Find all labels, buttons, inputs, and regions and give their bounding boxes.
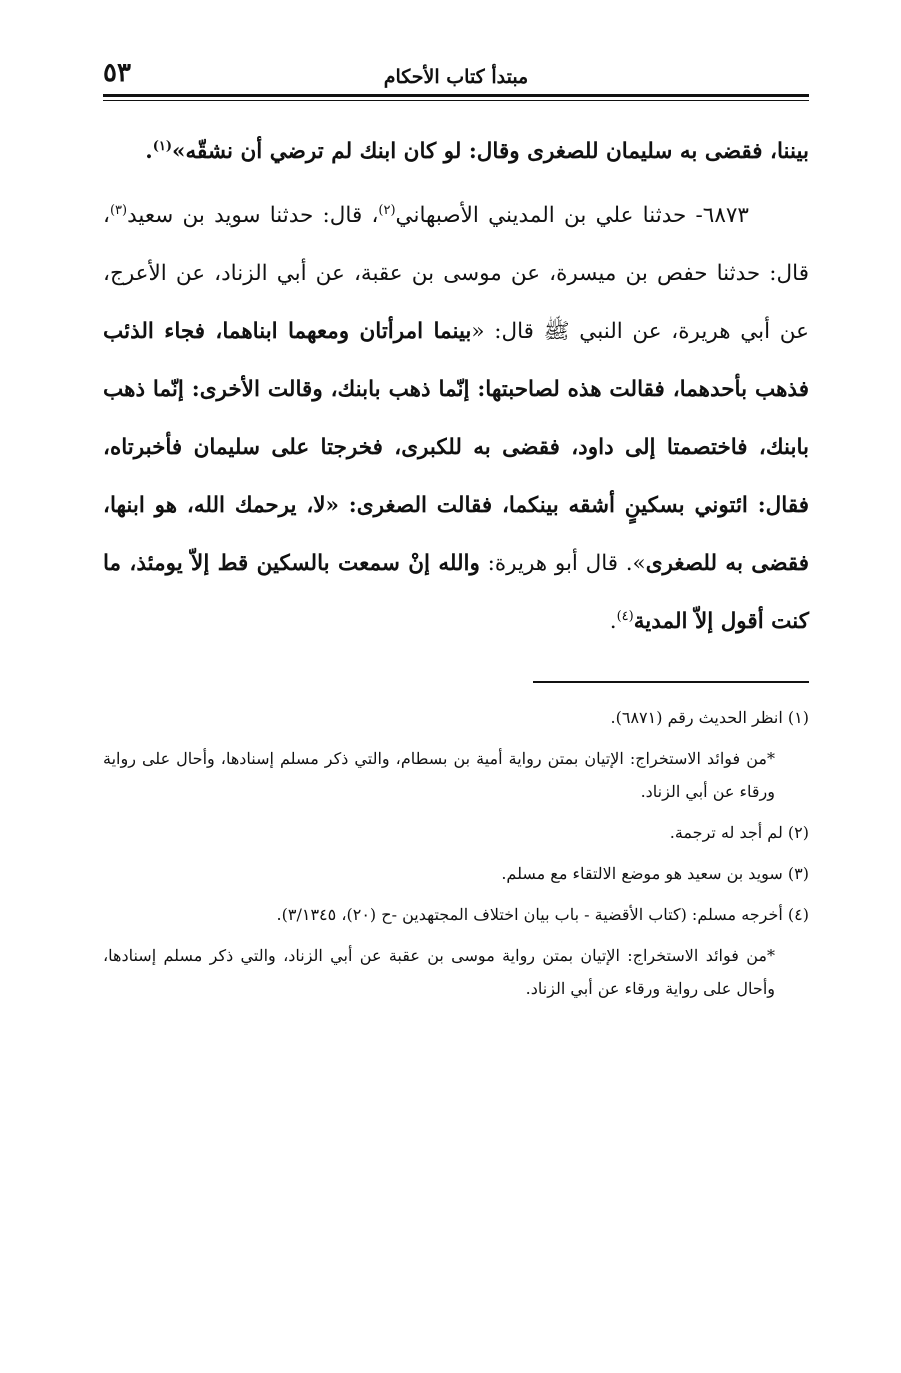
hadith-paragraph: [103, 187, 809, 651]
running-title: مبتدأ كتاب الأحكام: [383, 66, 529, 88]
footnote-ref: (٢): [378, 202, 396, 218]
footnote-4: (٤) أخرجه مسلم: (كتاب الأقضية - باب بيان اختلاف المجتهدين -ح (٢٠)، ٣/١٣٤٥).: [276, 905, 809, 924]
intro-end: .: [145, 139, 153, 164]
intro-text: بيننا، فقضى به سليمان للصغرى وقال: لو كان ابنك لم ترضي أن نشقّه»: [172, 139, 809, 164]
header-rule-thin: [103, 100, 809, 101]
isnad-part-2: ، قال: حدثنا سويد بن سعيد: [127, 203, 379, 228]
abu-hurayra-statement: والله إنْ سمعت بالسكين قط إلاّ يومئذ، ما كنت أقول إلاّ المدية: [103, 551, 809, 634]
intro-paragraph: [103, 123, 809, 181]
footnote-2: (٢) لم أجد له ترجمة.: [669, 823, 809, 842]
footnote-ref: (١): [152, 138, 173, 154]
footnote-ref: (٤): [616, 608, 634, 624]
isnad-part-3: ، قال: حدثنا حفص بن ميسرة، عن موسى بن عقبة، عن أبي الزناد، عن الأعرج، عن أبي هريرة، عن النبي ﷺ قال: «: [103, 203, 809, 344]
page: [103, 52, 809, 1013]
footnote-ref: (٣): [109, 202, 128, 218]
footnote-separator: [533, 681, 809, 683]
narrator-comment: ». قال أبو هريرة:: [479, 551, 646, 576]
hadith-end: .: [609, 609, 617, 634]
footnotes: [103, 701, 809, 1005]
page-header: [103, 52, 809, 94]
hadith-number: ٦٨٧٣: [702, 203, 749, 228]
main-text: [103, 123, 809, 651]
footnote-1-benefit: *من فوائد الاستخراج: الإتيان بمتن رواية أمية بن بسطام، والتي ذكر مسلم إسنادها، وأحال على رواية ورقاء عن أبي الزناد.: [103, 749, 775, 801]
matn-text: بينما امرأتان ومعهما ابناهما، فجاء الذئب فذهب بأحدهما، فقالت هذه لصاحبتها: إنّما ذهب بابنك، وقالت الأخرى: إنّما ذهب بابنك، فاختصمتا إلى داود، فقضى به للكبرى، فخرجتا على سليمان فأخبرتاه، فقال: ائتوني بسكينٍ أشقه بينكما، فقالت الصغرى: «لا، يرحمك الله، هو ابنها، فقضى به للصغرى: [103, 319, 809, 576]
footnote-1: (١) انظر الحديث رقم (٦٨٧١).: [610, 708, 809, 727]
isnad-part-1: - حدثنا علي بن المديني الأصبهاني: [395, 203, 703, 228]
page-number: ٥٣: [103, 58, 131, 88]
header-rule-thick: [103, 94, 809, 97]
footnote-3: (٣) سويد بن سعيد هو موضع الالتقاء مع مسلم.: [501, 864, 809, 883]
footnote-4-benefit: *من فوائد الاستخراج: الإتيان بمتن رواية موسى بن عقبة عن أبي الزناد، والتي ذكر مسلم إسنادها، وأحال على رواية ورقاء عن أبي الزناد.: [103, 946, 775, 998]
